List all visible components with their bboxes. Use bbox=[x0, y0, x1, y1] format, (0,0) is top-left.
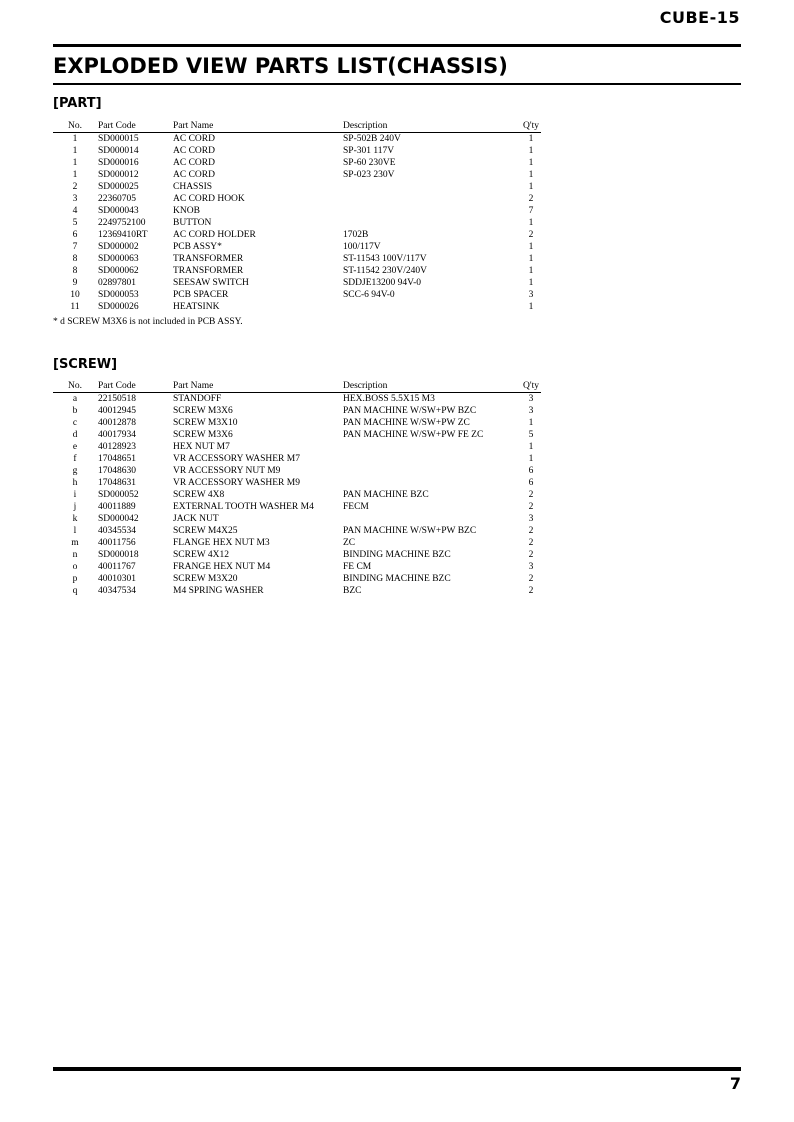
cell-description: BINDING MACHINE BZC bbox=[343, 550, 451, 560]
cell-no: l bbox=[73, 526, 77, 536]
cell-part-name: JACK NUT bbox=[173, 514, 219, 524]
cell-qty: 1 bbox=[528, 278, 534, 288]
cell-part-name: AC CORD bbox=[173, 158, 215, 168]
table-row bbox=[53, 301, 541, 313]
cell-description: SCC-6 94V-0 bbox=[343, 290, 395, 300]
cell-qty: 1 bbox=[528, 158, 534, 168]
cell-part-code: 22360705 bbox=[98, 194, 136, 204]
cell-part-code: SD000018 bbox=[98, 550, 139, 560]
cell-description: 100/117V bbox=[343, 242, 381, 252]
cell-no: e bbox=[72, 442, 78, 452]
cell-qty: 3 bbox=[528, 394, 534, 404]
cell-part-name: VR ACCESSORY WASHER M9 bbox=[173, 478, 300, 488]
cell-qty: 2 bbox=[528, 230, 534, 240]
cell-qty: 1 bbox=[528, 302, 534, 312]
cell-part-code: SD000062 bbox=[98, 266, 139, 276]
cell-no: 8 bbox=[72, 254, 78, 264]
table-row bbox=[53, 417, 541, 429]
cell-part-code: SD000016 bbox=[98, 158, 139, 168]
table-row bbox=[53, 525, 541, 537]
table-row bbox=[53, 169, 541, 181]
col-part-code: Part Code bbox=[98, 381, 136, 391]
cell-part-name: SCREW 4X8 bbox=[173, 490, 225, 500]
col-qty: Q'ty bbox=[523, 121, 539, 131]
cell-qty: 2 bbox=[528, 490, 534, 500]
cell-no: j bbox=[73, 502, 77, 512]
cell-no: g bbox=[72, 466, 78, 476]
cell-part-name: KNOB bbox=[173, 206, 200, 216]
cell-part-name: CHASSIS bbox=[173, 182, 213, 192]
cell-qty: 1 bbox=[528, 454, 534, 464]
cell-description: BINDING MACHINE BZC bbox=[343, 574, 451, 584]
cell-description: PAN MACHINE W/SW+PW BZC bbox=[343, 526, 477, 536]
cell-no: c bbox=[72, 418, 78, 428]
cell-qty: 1 bbox=[528, 442, 534, 452]
part-section-heading: [PART] bbox=[53, 96, 102, 111]
cell-part-name: SCREW M3X10 bbox=[173, 418, 238, 428]
cell-qty: 2 bbox=[528, 574, 534, 584]
table-row bbox=[53, 477, 541, 489]
cell-part-code: 12369410RT bbox=[98, 230, 148, 240]
table-row bbox=[53, 465, 541, 477]
table-row bbox=[53, 585, 541, 597]
cell-no: 1 bbox=[72, 158, 78, 168]
table-row bbox=[53, 181, 541, 193]
table-row bbox=[53, 405, 541, 417]
cell-description: 1702B bbox=[343, 230, 369, 240]
page-title: EXPLODED VIEW PARTS LIST(CHASSIS) bbox=[53, 54, 508, 78]
cell-no: q bbox=[72, 586, 78, 596]
cell-description: PAN MACHINE W/SW+PW FE ZC bbox=[343, 430, 484, 440]
table-row bbox=[53, 265, 541, 277]
cell-no: 6 bbox=[72, 230, 78, 240]
table-row bbox=[53, 549, 541, 561]
cell-qty: 1 bbox=[528, 242, 534, 252]
cell-no: o bbox=[72, 562, 78, 572]
cell-qty: 5 bbox=[528, 430, 534, 440]
cell-part-code: 40347534 bbox=[98, 586, 136, 596]
cell-qty: 3 bbox=[528, 290, 534, 300]
cell-part-name: PCB SPACER bbox=[173, 290, 229, 300]
cell-qty: 2 bbox=[528, 194, 534, 204]
screw-section-heading: [SCREW] bbox=[53, 357, 118, 372]
cell-part-code: SD000053 bbox=[98, 290, 139, 300]
cell-qty: 2 bbox=[528, 526, 534, 536]
cell-part-code: 40011767 bbox=[98, 562, 136, 572]
cell-part-name: VR ACCESSORY NUT M9 bbox=[173, 466, 281, 476]
cell-part-code: SD000043 bbox=[98, 206, 139, 216]
cell-part-name: TRANSFORMER bbox=[173, 266, 244, 276]
cell-description: FE CM bbox=[343, 562, 372, 572]
cell-no: 9 bbox=[72, 278, 78, 288]
cell-part-code: 17048651 bbox=[98, 454, 136, 464]
col-part-name: Part Name bbox=[173, 121, 214, 131]
cell-qty: 2 bbox=[528, 550, 534, 560]
table-row bbox=[53, 393, 541, 405]
cell-part-code: 22150518 bbox=[98, 394, 136, 404]
cell-part-name: HEX NUT M7 bbox=[173, 442, 230, 452]
cell-description: FECM bbox=[343, 502, 369, 512]
cell-part-name: SCREW 4X12 bbox=[173, 550, 230, 560]
cell-no: 2 bbox=[72, 182, 78, 192]
table-row bbox=[53, 217, 541, 229]
cell-no: d bbox=[72, 430, 78, 440]
cell-description: SP-60 230VE bbox=[343, 158, 396, 168]
cell-part-name: M4 SPRING WASHER bbox=[173, 586, 264, 596]
cell-part-name: AC CORD HOOK bbox=[173, 194, 245, 204]
table-row bbox=[53, 205, 541, 217]
col-no: No. bbox=[68, 121, 82, 131]
cell-part-code: SD000052 bbox=[98, 490, 139, 500]
cell-part-code: 40017934 bbox=[98, 430, 136, 440]
page-number: 7 bbox=[729, 1074, 741, 1093]
cell-no: p bbox=[72, 574, 78, 584]
cell-part-code: 02897801 bbox=[98, 278, 136, 288]
cell-part-name: AC CORD bbox=[173, 146, 215, 156]
cell-part-name: AC CORD HOLDER bbox=[173, 230, 256, 240]
cell-description: BZC bbox=[343, 586, 362, 596]
cell-description: SP-023 230V bbox=[343, 170, 395, 180]
cell-part-code: SD000063 bbox=[98, 254, 139, 264]
part-footnote: * d SCREW M3X6 is not included in PCB ASSY. bbox=[53, 317, 243, 327]
cell-no: m bbox=[71, 538, 79, 548]
table-row bbox=[53, 453, 541, 465]
cell-qty: 3 bbox=[528, 514, 534, 524]
cell-part-code: SD000042 bbox=[98, 514, 139, 524]
cell-part-name: AC CORD bbox=[173, 134, 215, 144]
cell-part-code: SD000014 bbox=[98, 146, 139, 156]
cell-part-name: BUTTON bbox=[173, 218, 212, 228]
table-row bbox=[53, 537, 541, 549]
cell-no: 8 bbox=[72, 266, 78, 276]
table-row bbox=[53, 145, 541, 157]
cell-part-name: VR ACCESSORY WASHER M7 bbox=[173, 454, 300, 464]
cell-qty: 1 bbox=[528, 182, 534, 192]
table-row bbox=[53, 133, 541, 145]
screw-table bbox=[53, 380, 541, 597]
cell-qty: 1 bbox=[528, 146, 534, 156]
cell-no: 1 bbox=[72, 170, 78, 180]
cell-part-code: 17048631 bbox=[98, 478, 136, 488]
cell-qty: 2 bbox=[528, 502, 534, 512]
cell-no: b bbox=[72, 406, 78, 416]
cell-qty: 7 bbox=[528, 206, 534, 216]
cell-no: f bbox=[73, 454, 77, 464]
cell-description: PAN MACHINE W/SW+PW BZC bbox=[343, 406, 477, 416]
part-table bbox=[53, 120, 541, 313]
cell-qty: 3 bbox=[528, 406, 534, 416]
title-rule bbox=[53, 83, 741, 85]
cell-description: PAN MACHINE W/SW+PW ZC bbox=[343, 418, 470, 428]
cell-description: SP-301 117V bbox=[343, 146, 395, 156]
cell-part-code: 40011889 bbox=[98, 502, 136, 512]
table-row bbox=[53, 441, 541, 453]
cell-part-code: SD000025 bbox=[98, 182, 139, 192]
table-row bbox=[53, 157, 541, 169]
cell-part-code: 40345534 bbox=[98, 526, 136, 536]
cell-no: 5 bbox=[72, 218, 78, 228]
cell-no: 1 bbox=[72, 146, 78, 156]
cell-no: n bbox=[72, 550, 78, 560]
table-row bbox=[53, 561, 541, 573]
cell-no: 1 bbox=[72, 134, 78, 144]
cell-part-name: FLANGE HEX NUT M3 bbox=[173, 538, 270, 548]
cell-description: PAN MACHINE BZC bbox=[343, 490, 429, 500]
cell-part-code: 40012878 bbox=[98, 418, 136, 428]
table-row bbox=[53, 229, 541, 241]
col-part-name: Part Name bbox=[173, 381, 214, 391]
table-row bbox=[53, 253, 541, 265]
cell-description: HEX.BOSS 5.5X15 M3 bbox=[343, 394, 435, 404]
cell-qty: 6 bbox=[528, 478, 534, 488]
cell-qty: 1 bbox=[528, 418, 534, 428]
cell-no: 3 bbox=[72, 194, 78, 204]
table-row bbox=[53, 241, 541, 253]
cell-part-name: AC CORD bbox=[173, 170, 215, 180]
cell-part-code: SD000012 bbox=[98, 170, 139, 180]
cell-part-name: EXTERNAL TOOTH WASHER M4 bbox=[173, 502, 314, 512]
cell-part-code: 2249752100 bbox=[98, 218, 146, 228]
table-row bbox=[53, 513, 541, 525]
cell-no: 11 bbox=[70, 302, 80, 312]
cell-part-name: SCREW M4X25 bbox=[173, 526, 238, 536]
cell-part-name: STANDOFF bbox=[173, 394, 222, 404]
cell-part-name: SEESAW SWITCH bbox=[173, 278, 249, 288]
cell-part-name: SCREW M3X6 bbox=[173, 406, 233, 416]
cell-qty: 2 bbox=[528, 586, 534, 596]
cell-qty: 3 bbox=[528, 562, 534, 572]
cell-no: 7 bbox=[72, 242, 78, 252]
table-header bbox=[53, 120, 541, 133]
cell-no: a bbox=[72, 394, 78, 404]
cell-no: h bbox=[72, 478, 78, 488]
table-row bbox=[53, 289, 541, 301]
cell-part-code: SD000015 bbox=[98, 134, 139, 144]
cell-part-name: SCREW M3X20 bbox=[173, 574, 238, 584]
cell-part-name: TRANSFORMER bbox=[173, 254, 244, 264]
cell-qty: 1 bbox=[528, 218, 534, 228]
cell-qty: 6 bbox=[528, 466, 534, 476]
cell-description: ST-11543 100V/117V bbox=[343, 254, 427, 264]
cell-description: SDDJE13200 94V-0 bbox=[343, 278, 422, 288]
cell-part-code: SD000026 bbox=[98, 302, 139, 312]
cell-part-code: 40011756 bbox=[98, 538, 136, 548]
cell-part-name: FRANGE HEX NUT M4 bbox=[173, 562, 271, 572]
cell-no: i bbox=[73, 490, 77, 500]
cell-description: ZC bbox=[343, 538, 356, 548]
col-no: No. bbox=[68, 381, 82, 391]
cell-part-code: 17048630 bbox=[98, 466, 136, 476]
cell-qty: 1 bbox=[528, 254, 534, 264]
bottom-rule bbox=[53, 1067, 741, 1071]
table-row bbox=[53, 489, 541, 501]
table-row bbox=[53, 277, 541, 289]
col-description: Description bbox=[343, 381, 388, 391]
col-qty: Q'ty bbox=[523, 381, 539, 391]
cell-qty: 1 bbox=[528, 134, 534, 144]
cell-part-name: PCB ASSY* bbox=[173, 242, 222, 252]
col-part-code: Part Code bbox=[98, 121, 136, 131]
cell-part-name: SCREW M3X6 bbox=[173, 430, 233, 440]
cell-no: 10 bbox=[70, 290, 80, 300]
table-row bbox=[53, 501, 541, 513]
table-header bbox=[53, 380, 541, 393]
col-description: Description bbox=[343, 121, 388, 131]
cell-part-code: 40128923 bbox=[98, 442, 136, 452]
cell-part-code: SD000002 bbox=[98, 242, 139, 252]
cell-part-code: 40012945 bbox=[98, 406, 136, 416]
cell-part-code: 40010301 bbox=[98, 574, 136, 584]
cell-no: k bbox=[72, 514, 78, 524]
cell-no: 4 bbox=[72, 206, 78, 216]
cell-description: ST-11542 230V/240V bbox=[343, 266, 428, 276]
model-name: CUBE-15 bbox=[659, 8, 740, 27]
cell-qty: 1 bbox=[528, 170, 534, 180]
table-row bbox=[53, 193, 541, 205]
cell-qty: 1 bbox=[528, 266, 534, 276]
table-row bbox=[53, 573, 541, 585]
table-row bbox=[53, 429, 541, 441]
top-rule bbox=[53, 44, 741, 47]
cell-part-name: HEATSINK bbox=[173, 302, 220, 312]
cell-qty: 2 bbox=[528, 538, 534, 548]
cell-description: SP-502B 240V bbox=[343, 134, 401, 144]
